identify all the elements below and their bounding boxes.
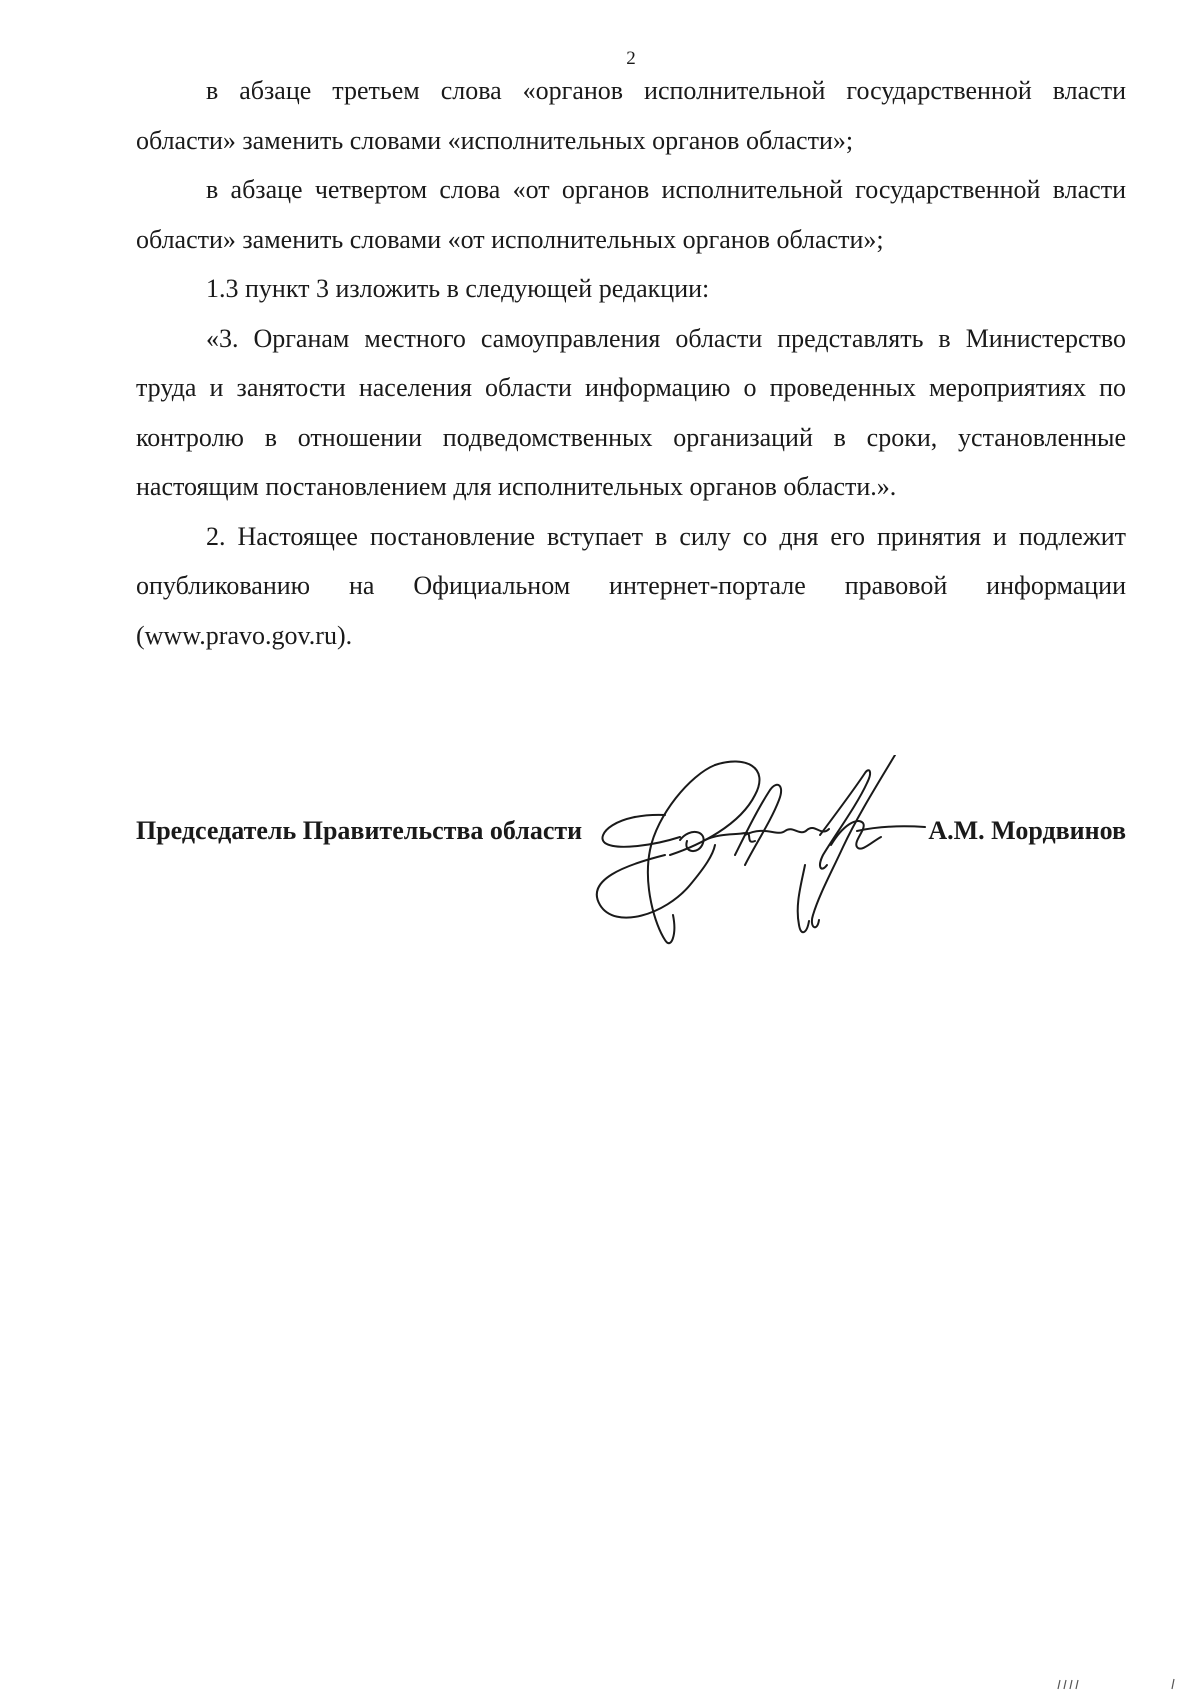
page-number: 2 <box>626 48 636 69</box>
scan-artifact-mark <box>1050 1677 1180 1691</box>
paragraph: 1.3 пункт 3 изложить в следующей редакции: <box>206 274 710 303</box>
handwritten-signature <box>595 755 955 955</box>
document-body <box>136 66 1126 660</box>
signer-name: А.М. Мордвинов <box>928 816 1126 845</box>
paragraph: в абзаце четвертом слова «от органов исполнительной государственной власти области» заменить словами «от исполнительных органов области»; <box>136 175 1126 254</box>
paragraph: 2. Настоящее постановление вступает в силу со дня его принятия и подлежит опубликованию на Официальном интернет-портале правовой информации (www.pravo.gov.ru). <box>136 521 1126 650</box>
paragraph: «3. Органам местного самоуправления области представлять в Министерство труда и занятости населения области информацию о проведенных мероприятиях по контролю в отношении подведомственных организаций в сроки, установленные настоящим постановлением для исполнительных органов области.». <box>136 323 1126 501</box>
paragraph: в абзаце третьем слова «органов исполнительной государственной власти области» заменить словами «исполнительных органов области»; <box>136 76 1126 155</box>
signer-title: Председатель Правительства области <box>136 816 583 845</box>
